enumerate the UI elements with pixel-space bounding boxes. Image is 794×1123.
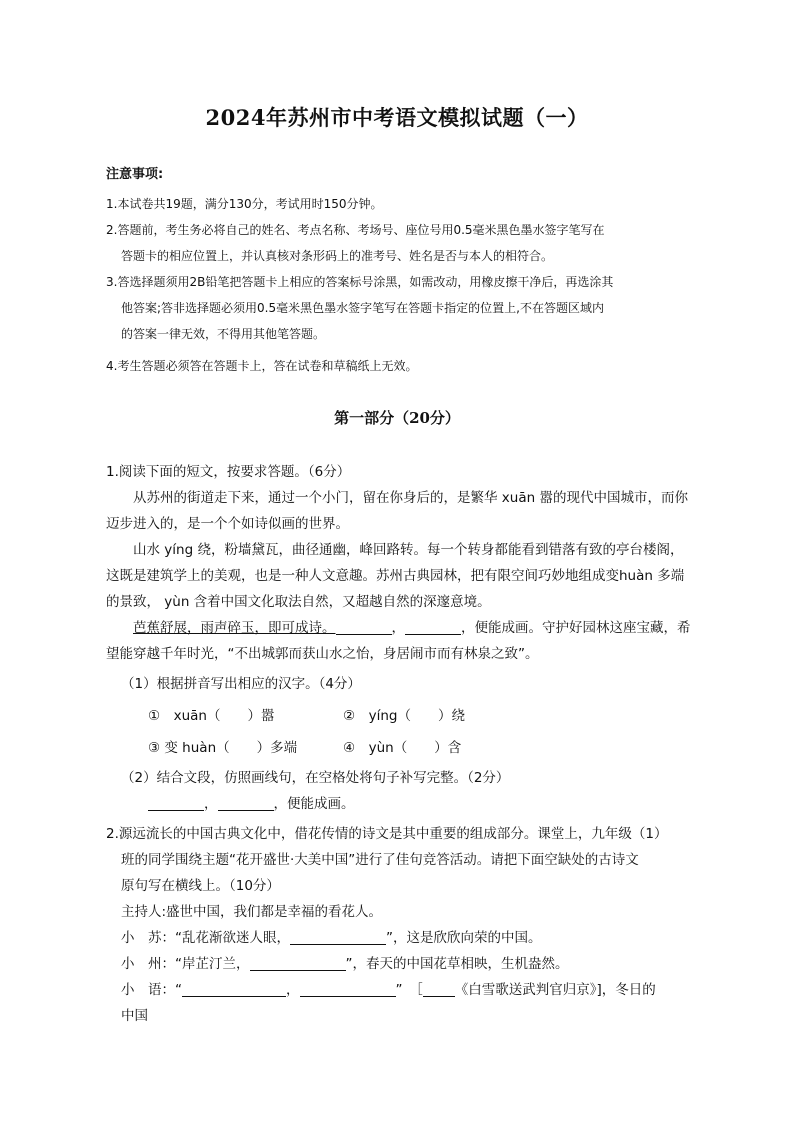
dialogue-line-1: 小 苏：“乱花渐欲迷人眼， ”，这是欣欣向荣的中国。 [121, 930, 542, 946]
pinyin-option: ② yíng（ ）绕 [343, 708, 465, 724]
answer-blank[interactable] [250, 954, 346, 971]
notice-item-1: 1.本试卷共19题，满分130分，考试用时150分钟。 [106, 197, 383, 211]
answer-blank[interactable] [300, 980, 396, 997]
page-title: 2024年苏州市中考语文模拟试题（一） [205, 105, 589, 130]
notice-item-2: 2.答题前，考生务必将自己的姓名、考点名称、考场号、座位号用0.5毫米黑色墨水签字笔写在 答题卡的相应位置上，并认真核对条形码上的准考号、姓名是否与本人的相符合。 [106, 223, 605, 263]
dialogue-line-2: 小 州：“岸芷汀兰， ”，春天的中国花草相映，生机盎然。 [121, 956, 569, 972]
options-row-2 [106, 735, 694, 761]
sub-question-2-answer: ， ，便能成画。 [106, 791, 694, 817]
question-2-stem: 2.源远流长的中国古典文化中，借花传情的诗文是其中重要的组成部分。课堂上，九年级（1） [106, 826, 668, 842]
sub-question-1: （1）根据拼音写出相应的汉字。（4分） [121, 676, 361, 692]
dialogue-line-3: 小 语：“ ， ” ［ 《白雪歌送武判官归京》]，冬日的 [121, 982, 656, 998]
sub-question-2: （2）结合文段，仿照画线句，在空格处将句子补写完整。（2分） [121, 770, 510, 786]
part-one-heading: 第一部分（20分） [334, 409, 460, 427]
notice-item-3: 3.答选择题须用2B铅笔把答题卡上相应的答案标号涂黑，如需改动，用橡皮擦干净后，再选涂其 他答案;答非选择题必须用0.5毫米黑色墨水签字笔写在答题卡指定的位置上,不在答题区域内 的答案一律无效，不得用其他笔答题。 [106, 275, 614, 341]
pinyin-option: ① xuān（ ）嚣 [148, 708, 275, 724]
answer-blank[interactable] [423, 980, 455, 997]
passage-paragraph-1: 从苏州的街道走下来，通过一个小门，留在你身后的，是繁华 xuān 嚣的现代中国城市，而你迈步进入的，是一个个如诗似画的世界。 [106, 490, 688, 532]
passage-paragraph-2: 山水 yíng 绕，粉墙黛瓦，曲径通幽，峰回路转。每一个转身都能看到错落有致的亭台楼阁，这既是建筑学上的美观，也是一种人文意趣。苏州古典园林，把有限空间巧妙地组成变huàn 多端的景致， yùn 含着中国文化取法自然，又超越自然的深邃意境。 [106, 542, 685, 610]
notice-heading: 注意事项: [106, 167, 164, 182]
question-1-stem: 1.阅读下面的短文，按要求答题。（6分） [106, 464, 351, 480]
pinyin-option: ③ 变 huàn（ ）多端 [148, 740, 298, 756]
underlined-sentence: 芭蕉舒展，雨声碎玉，即可成诗。 [133, 620, 336, 636]
answer-blank[interactable] [218, 794, 274, 811]
options-row-1 [106, 703, 694, 729]
passage-paragraph-3: 芭蕉舒展，雨声碎玉，即可成诗。 ， ，便能成画。守护好园林这座宝藏，希望能穿越千年时光，“不出城郭而获山水之怡，身居闹市而有林泉之致”。 [106, 620, 691, 662]
question-2: 2.源远流长的中国古典文化中，借花传情的诗文是其中重要的组成部分。课堂上，九年级（1） 班的同学围绕主题“花开盛世·大美中国”进行了佳句竞答活动。请把下面空缺处的古诗文 原句写在横线上。（10分） 主持人:盛世中国，我们都是幸福的看花人。 小 苏：“乱花渐欲迷人眼， ”，这是欣欣向荣的中国。 小 州：“岸芷汀兰， ”，春天的中国花草相映，生机盎然。 小 语：“ ， ” ［ 《白雪歌送武判官归京》]，冬日的 中国 [106, 821, 694, 1029]
pinyin-option: ④ yùn（ ）含 [343, 740, 462, 756]
host-line: 主持人:盛世中国，我们都是幸福的看花人。 [121, 904, 383, 920]
answer-blank[interactable] [336, 618, 392, 635]
question-1 [106, 459, 694, 817]
notice-item-4: 4.考生答题必须答在答题卡上，答在试卷和草稿纸上无效。 [106, 359, 418, 373]
answer-blank[interactable] [182, 980, 286, 997]
answer-blank[interactable] [405, 618, 461, 635]
answer-blank[interactable] [290, 928, 386, 945]
answer-blank[interactable] [148, 794, 204, 811]
